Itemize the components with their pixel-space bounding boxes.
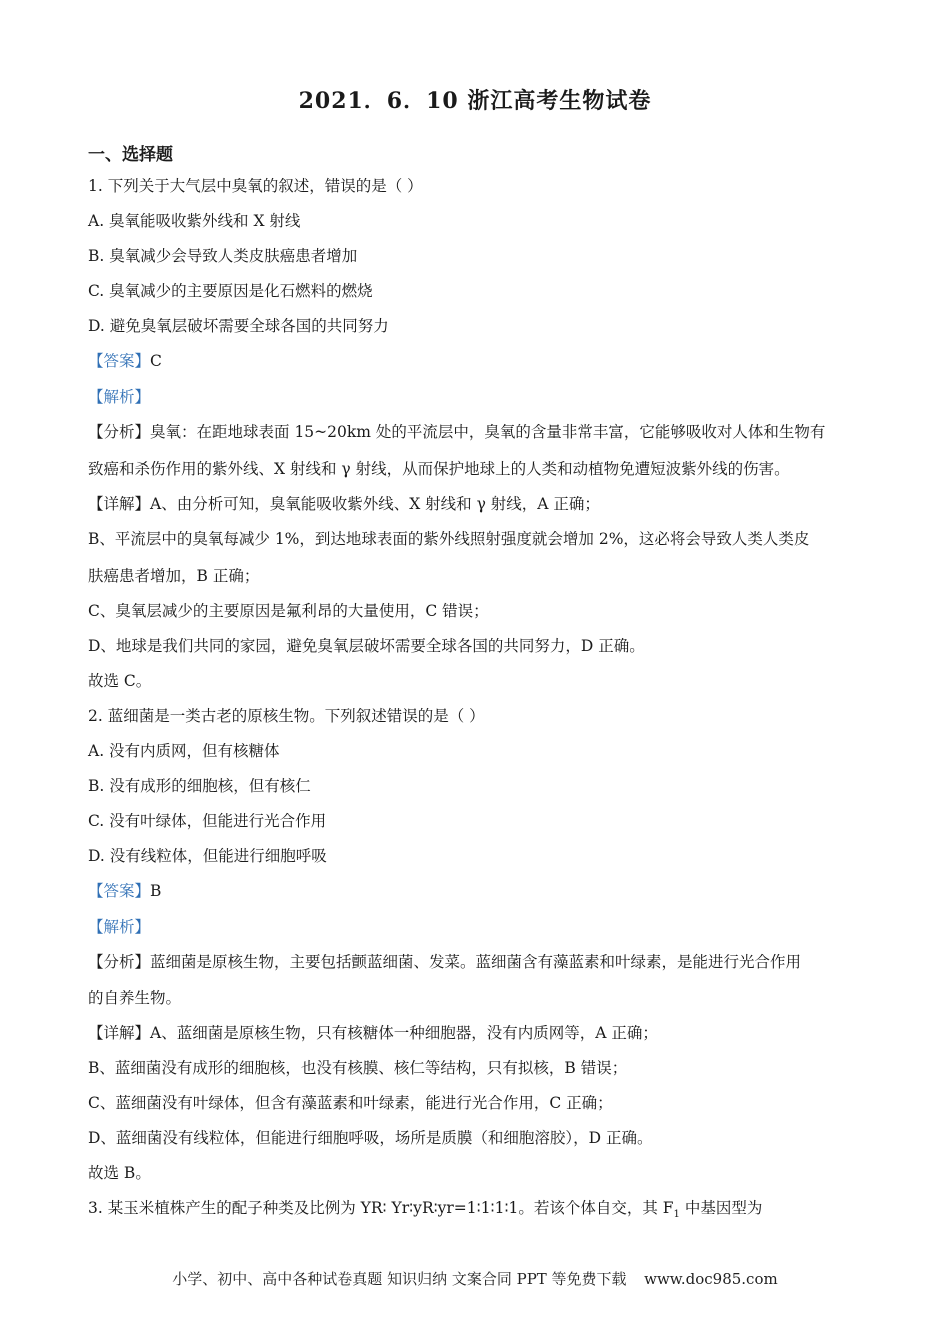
detail-text: A、蓝细菌是原核生物，只有核糖体一种细胞器，没有内质网等，A 正确； <box>150 1024 658 1042</box>
question-2-stem: 2. 蓝细菌是一类古老的原核生物。下列叙述错误的是（ ） <box>88 707 485 725</box>
question-3-stem <box>88 1198 868 1225</box>
detail-tag: 【详解】 <box>88 1024 151 1042</box>
answer-tag: 【答案】 <box>88 352 151 370</box>
question-2-option-a: A. 没有内质网，但有核糖体 <box>88 742 280 760</box>
answer-tag: 【答案】 <box>88 882 151 900</box>
question-1-detail-d: D、地球是我们共同的家园，避免臭氧层破坏需要全球各国的共同努力，D 正确。 <box>88 637 645 655</box>
question-3-stem-tail: 中基因型为 <box>679 1199 763 1217</box>
question-1-answer <box>88 351 868 371</box>
question-2-answer <box>88 881 868 901</box>
question-2-detail-c: C、蓝细菌没有叶绿体，但含有藻蓝素和叶绿素，能进行光合作用，C 正确； <box>88 1094 613 1112</box>
answer-value: B <box>150 882 162 900</box>
detail-text: A、由分析可知，臭氧能吸收紫外线、X 射线和 γ 射线，A 正确； <box>150 495 600 513</box>
question-1-detail-b-line-1: B、平流层中的臭氧每减少 1%，到达地球表面的紫外线照射强度就会增加 2%，这必将会导致人类人类皮 <box>88 530 810 548</box>
question-1-conclusion: 故选 C。 <box>88 672 152 690</box>
question-1-detail-c: C、臭氧层减少的主要原因是氟利昂的大量使用，C 错误； <box>88 602 489 620</box>
question-2-detail-d: D、蓝细菌没有线粒体，但能进行细胞呼吸，场所是质膜（和细胞溶胶），D 正确。 <box>88 1129 653 1147</box>
question-1-fenxi-line-1 <box>88 422 868 442</box>
section-heading: 一、选择题 <box>88 145 173 165</box>
question-2-option-b: B. 没有成形的细胞核，但有核仁 <box>88 777 311 795</box>
question-1-stem: 1. 下列关于大气层中臭氧的叙述，错误的是（ ） <box>88 177 423 195</box>
question-3-subscript: 1 <box>673 1209 680 1221</box>
question-2-option-c: C. 没有叶绿体，但能进行光合作用 <box>88 812 327 830</box>
footer-url[interactable]: www.doc985.com <box>644 1270 778 1288</box>
detail-tag: 【详解】 <box>88 495 151 513</box>
question-1-option-d: D. 避免臭氧层破坏需要全球各国的共同努力 <box>88 317 389 335</box>
question-2-detail-b: B、蓝细菌没有成形的细胞核，也没有核膜、核仁等结构，只有拟核，B 错误； <box>88 1059 628 1077</box>
fenxi-tag: 【分析】 <box>88 953 151 971</box>
fenxi-tag: 【分析】 <box>88 423 151 441</box>
question-1-detail-a <box>88 494 868 514</box>
question-2-conclusion: 故选 B。 <box>88 1164 151 1182</box>
question-2-option-d: D. 没有线粒体，但能进行细胞呼吸 <box>88 847 327 865</box>
question-1-option-c: C. 臭氧减少的主要原因是化石燃料的燃烧 <box>88 282 373 300</box>
answer-value: C <box>150 352 162 370</box>
question-2-analysis-tag: 【解析】 <box>88 918 151 936</box>
question-1-option-a: A. 臭氧能吸收紫外线和 X 射线 <box>88 212 301 230</box>
question-2-fenxi-line-2: 的自养生物。 <box>88 989 182 1007</box>
question-1-option-b: B. 臭氧减少会导致人类皮肤癌患者增加 <box>88 247 358 265</box>
question-2-fenxi-line-1 <box>88 952 868 972</box>
fenxi-text: 蓝细菌是原核生物，主要包括颤蓝细菌、发菜。蓝细菌含有藻蓝素和叶绿素，是能进行光合作用 <box>150 953 802 971</box>
page-footer <box>0 1268 950 1289</box>
question-3-stem-text: 3. 某玉米植株产生的配子种类及比例为 YR∶ Yr∶yR∶yr=1∶1∶1∶1。若该个体自交，其 F <box>88 1199 674 1217</box>
page-title: 2021．6．10 浙江高考生物试卷 <box>298 88 652 114</box>
question-1-fenxi-line-2: 致癌和杀伤作用的紫外线、X 射线和 γ 射线，从而保护地球上的人类和动植物免遭短波紫外线的伤害。 <box>88 460 790 478</box>
question-2-detail-a <box>88 1023 868 1043</box>
fenxi-text: 臭氧：在距地球表面 15~20km 处的平流层中，臭氧的含量非常丰富，它能够吸收对人体和生物有 <box>150 423 826 441</box>
footer-slogan: 小学、初中、高中各种试卷真题 知识归纳 文案合同 PPT 等免费下载 <box>172 1270 627 1288</box>
question-1-detail-b-line-2: 肤癌患者增加，B 正确； <box>88 567 260 585</box>
question-1-analysis-tag: 【解析】 <box>88 388 151 406</box>
